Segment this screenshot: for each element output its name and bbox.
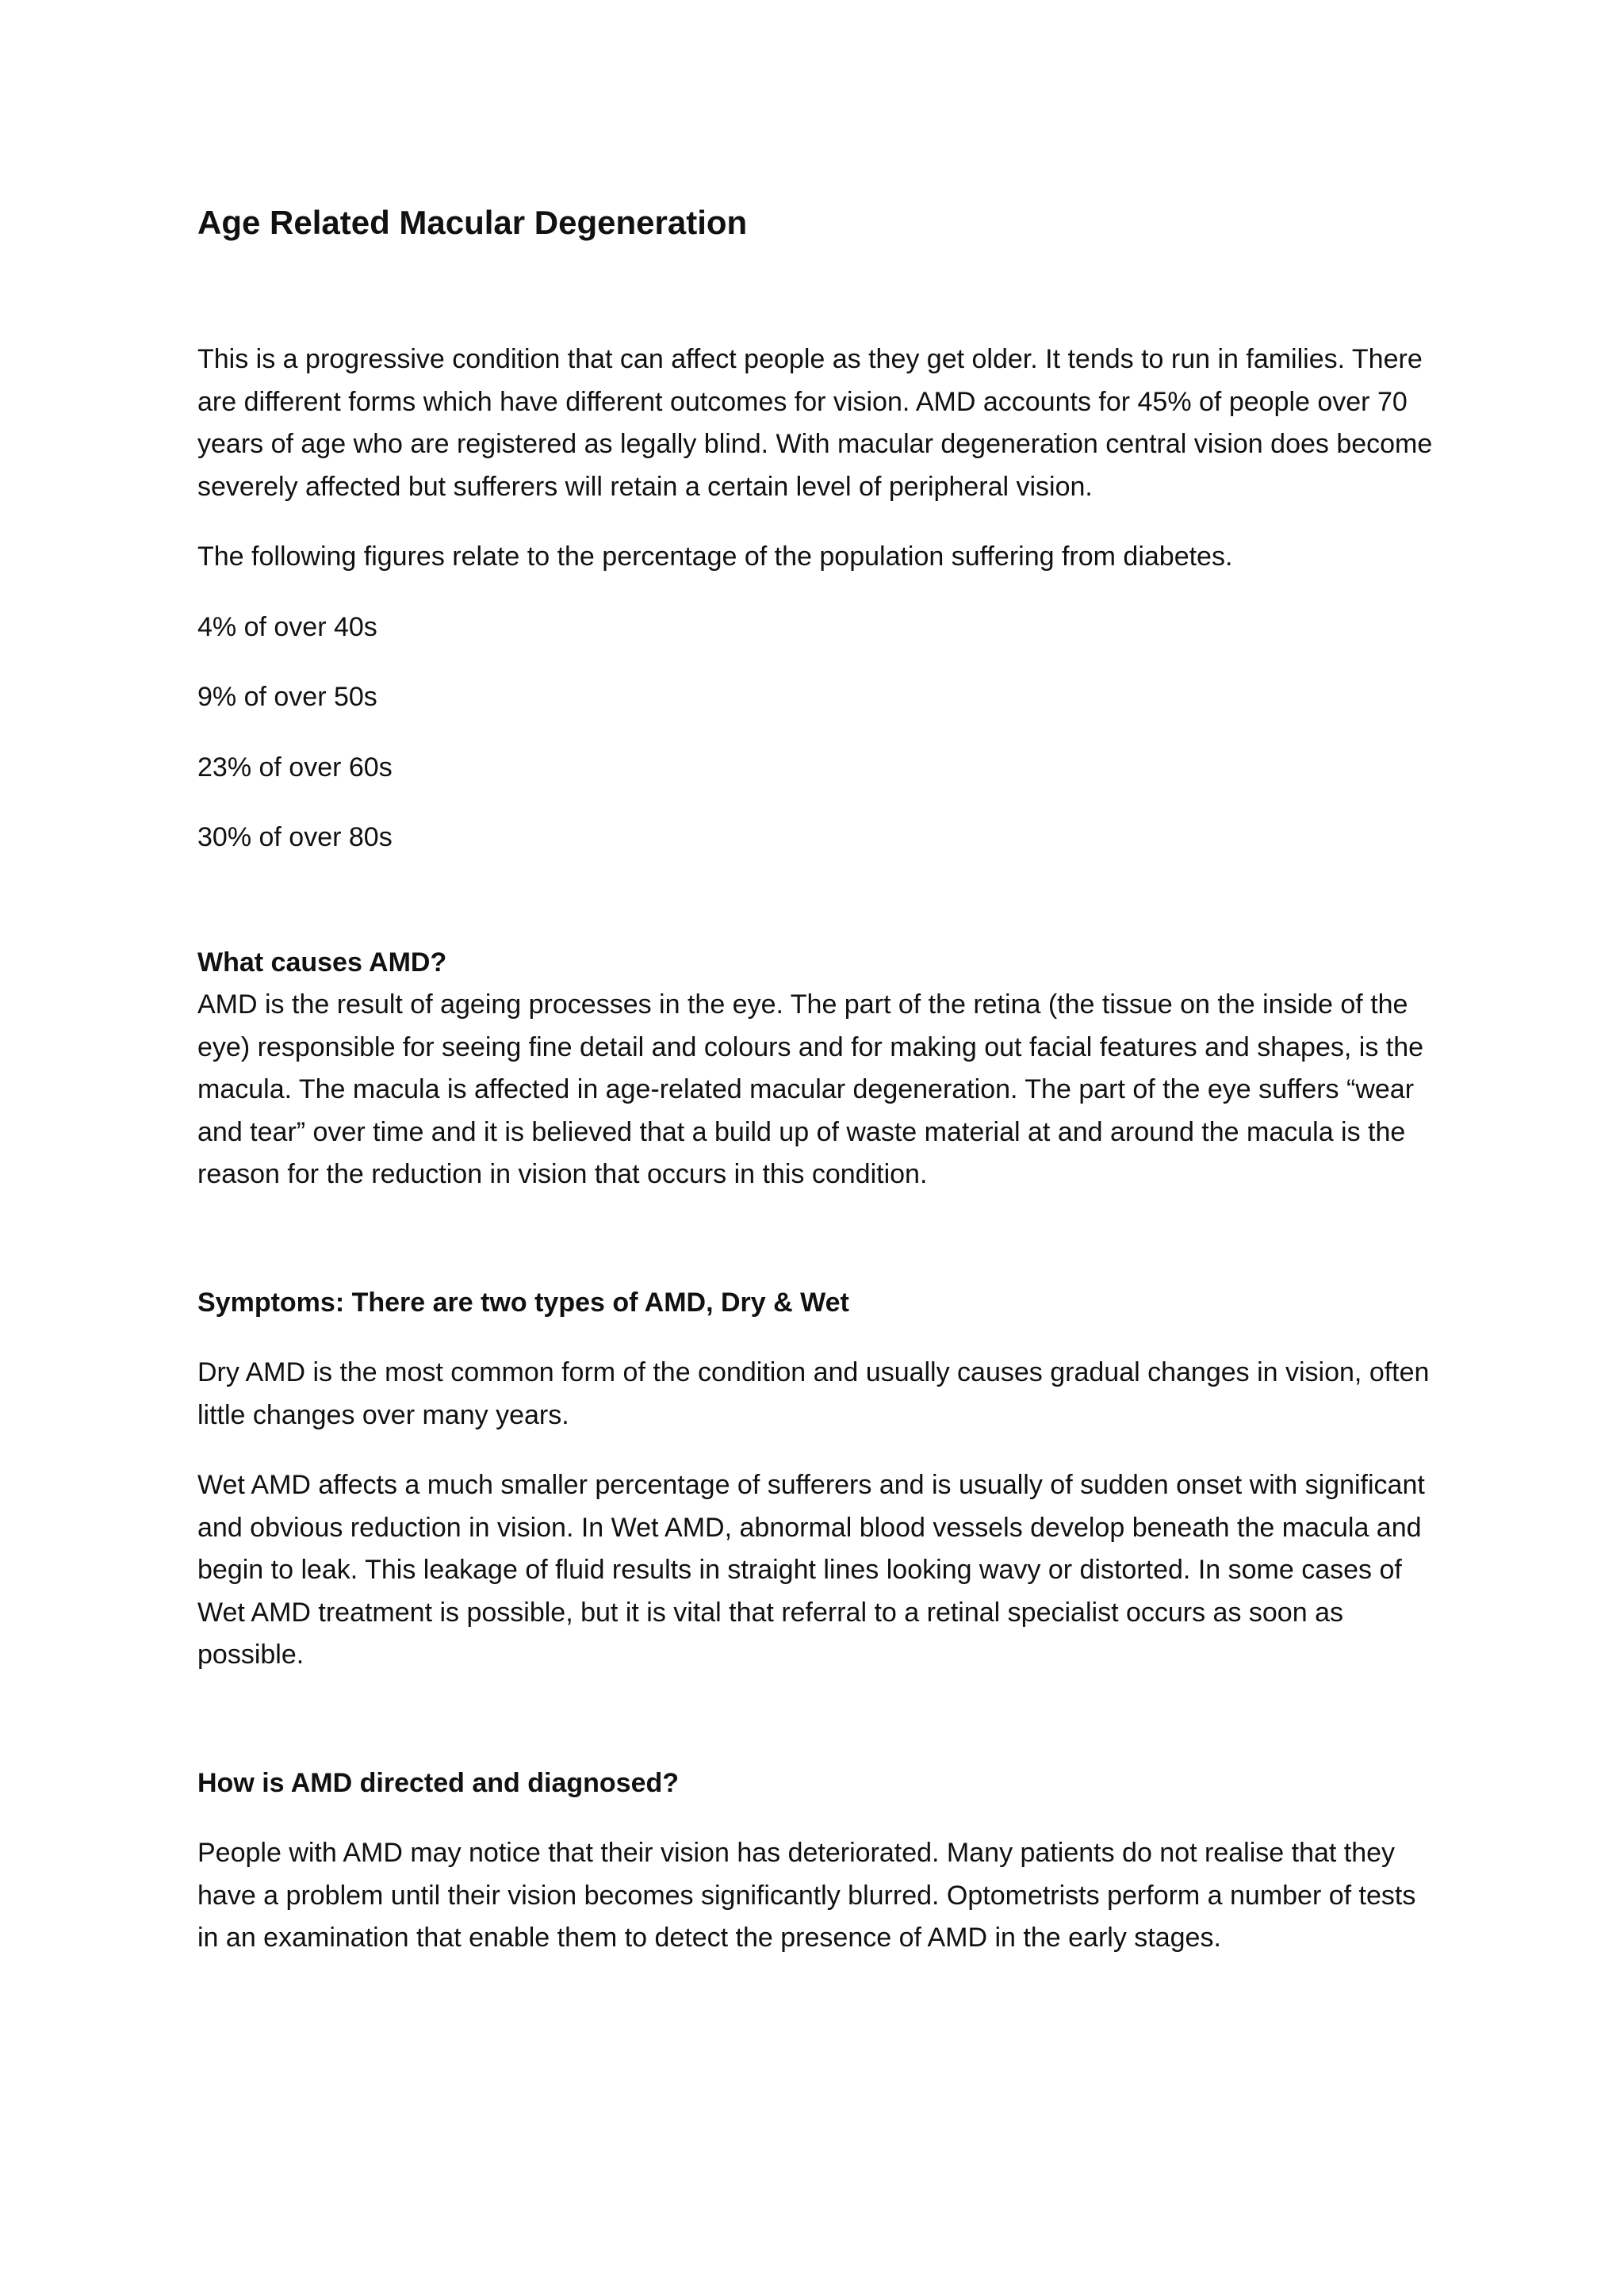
stat-item: 9% of over 50s bbox=[197, 682, 377, 712]
symptoms-section bbox=[197, 1282, 1434, 1677]
intro-paragraph: This is a progressive condition that can affect people as they get older. It tends to run in families. There are different forms which have different outcomes for vision. AMD accounts for 45% of people over 70 years of age who are registered as legally blind. With macular degeneration central vision does become severely affected but sufferers will retain a certain level of peripheral vision. bbox=[197, 344, 1433, 502]
stat-list bbox=[197, 607, 1434, 859]
diagnosis-paragraph: People with AMD may notice that their vision has deteriorated. Many patients do not realise that they have a problem until their vision becomes significantly blurred. Optometrists perform a number of tests in an examination that enable them to detect the presence of AMD in the early stages. bbox=[197, 1838, 1416, 1953]
page-title: Age Related Macular Degeneration bbox=[197, 204, 748, 241]
figures-lead: The following figures relate to the percentage of the population suffering from diabetes. bbox=[197, 541, 1233, 572]
symptoms-heading: Symptoms: There are two types of AMD, Dry & Wet bbox=[197, 1287, 849, 1318]
stat-item: 30% of over 80s bbox=[197, 822, 393, 852]
stat-item: 23% of over 60s bbox=[197, 752, 393, 783]
wet-amd-paragraph: Wet AMD affects a much smaller percentage of sufferers and is usually of sudden onset with significant and obvious reduction in vision. In Wet AMD, abnormal blood vessels develop beneath the macula and begin to leak. This leakage of fluid results in straight lines looking wavy or distorted. In some cases of Wet AMD treatment is possible, but it is vital that referral to a retinal specialist occurs as soon as possible. bbox=[197, 1470, 1425, 1670]
causes-heading: What causes AMD? bbox=[197, 947, 447, 978]
causes-section bbox=[197, 942, 1434, 1196]
diagnosis-heading: How is AMD directed and diagnosed? bbox=[197, 1767, 680, 1798]
stat-item: 4% of over 40s bbox=[197, 611, 377, 642]
diagnosis-section bbox=[197, 1762, 1434, 1960]
dry-amd-paragraph: Dry AMD is the most common form of the condition and usually causes gradual changes in vision, often little changes over many years. bbox=[197, 1357, 1430, 1430]
causes-paragraph: AMD is the result of ageing processes in the eye. The part of the retina (the tissue on the inside of the eye) responsible for seeing fine detail and colours and for making out facial features and shapes, is the macula. The macula is affected in age-related macular degeneration. The part of the eye suffers “wear and tear” over time and it is believed that a build up of waste material at and around the macula is the reason for the reduction in vision that occurs in this condition. bbox=[197, 989, 1424, 1189]
